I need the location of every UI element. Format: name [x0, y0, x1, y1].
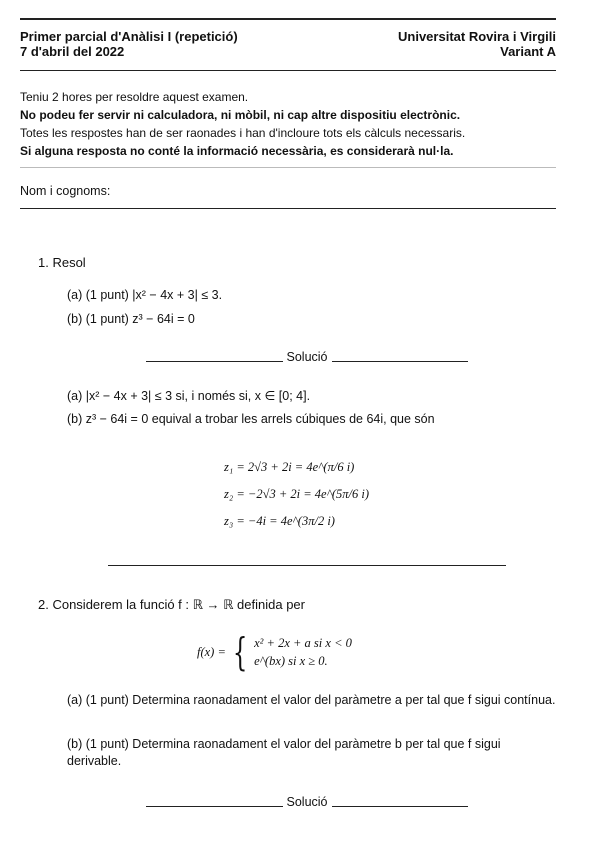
piecewise-function	[197, 630, 352, 674]
function-case-2: e^(bx) si x ≥ 0.	[254, 654, 328, 668]
question-1-label: 1. Resol	[38, 255, 86, 270]
exam-header-left	[20, 29, 238, 59]
solution-label-2: Solució	[286, 795, 328, 809]
exam-date: 7 d'abril del 2022	[20, 44, 125, 59]
question-2-label: 2. Considerem la funció f : ℝ → ℝ definida per	[38, 597, 305, 612]
header-rule	[20, 70, 556, 71]
instructions	[20, 88, 560, 160]
instruction-reasoning: Totes les respostes han de ser raonades i han d'incloure tots els càlculs necessaris.	[20, 126, 466, 140]
function-case-1: x² + 2x + a si x < 0	[254, 636, 352, 650]
root-z2: z₂ = −2√3 + 2i = 4e^(5π/6 i)	[224, 487, 370, 501]
exam-header-right	[398, 29, 556, 59]
name-rule	[20, 208, 556, 209]
question-2b: (b) (1 punt) Determina raonadament el valor del paràmetre b per tal que f sigui derivable.	[67, 737, 501, 768]
function-cases	[254, 634, 352, 670]
question-2a: (a) (1 punt) Determina raonadament el valor del paràmetre a per tal que f sigui contínua.	[67, 693, 556, 707]
solution-divider-2	[146, 795, 468, 809]
root-z1: z₁ = 2√3 + 2i = 4e^(π/6 i)	[224, 460, 355, 474]
brace-symbol: {	[232, 630, 248, 674]
instruction-devices: No podeu fer servir ni calculadora, ni mòbil, ni cap altre dispositiu electrònic.	[20, 108, 461, 122]
question-1a: (a) (1 punt) |x² − 4x + 3| ≤ 3.	[67, 288, 223, 302]
question-separator	[108, 565, 506, 566]
instruction-time: Teniu 2 hores per resoldre aquest examen.	[20, 90, 249, 104]
question-1b: (b) (1 punt) z³ − 64i = 0	[67, 312, 195, 326]
top-rule	[20, 18, 556, 20]
instructions-rule	[20, 167, 556, 168]
instruction-null: Si alguna resposta no conté la informació necessària, es considerarà nul·la.	[20, 144, 454, 158]
function-lhs: f(x) =	[197, 644, 226, 659]
university-name: Universitat Rovira i Virgili	[398, 29, 556, 44]
root-z3: z₃ = −4i = 4e^(3π/2 i)	[224, 514, 335, 528]
name-field-label: Nom i cognoms:	[20, 184, 111, 198]
exam-variant: Variant A	[500, 44, 556, 59]
exam-title: Primer parcial d'Anàlisi I (repetició)	[20, 29, 238, 44]
solution-1b: (b) z³ − 64i = 0 equival a trobar les arrels cúbiques de 64i, que són	[67, 412, 435, 426]
solution-label: Solució	[286, 350, 328, 364]
solution-1a: (a) |x² − 4x + 3| ≤ 3 si, i només si, x ∈ [0; 4].	[67, 389, 311, 403]
solution-divider-1	[146, 350, 468, 364]
